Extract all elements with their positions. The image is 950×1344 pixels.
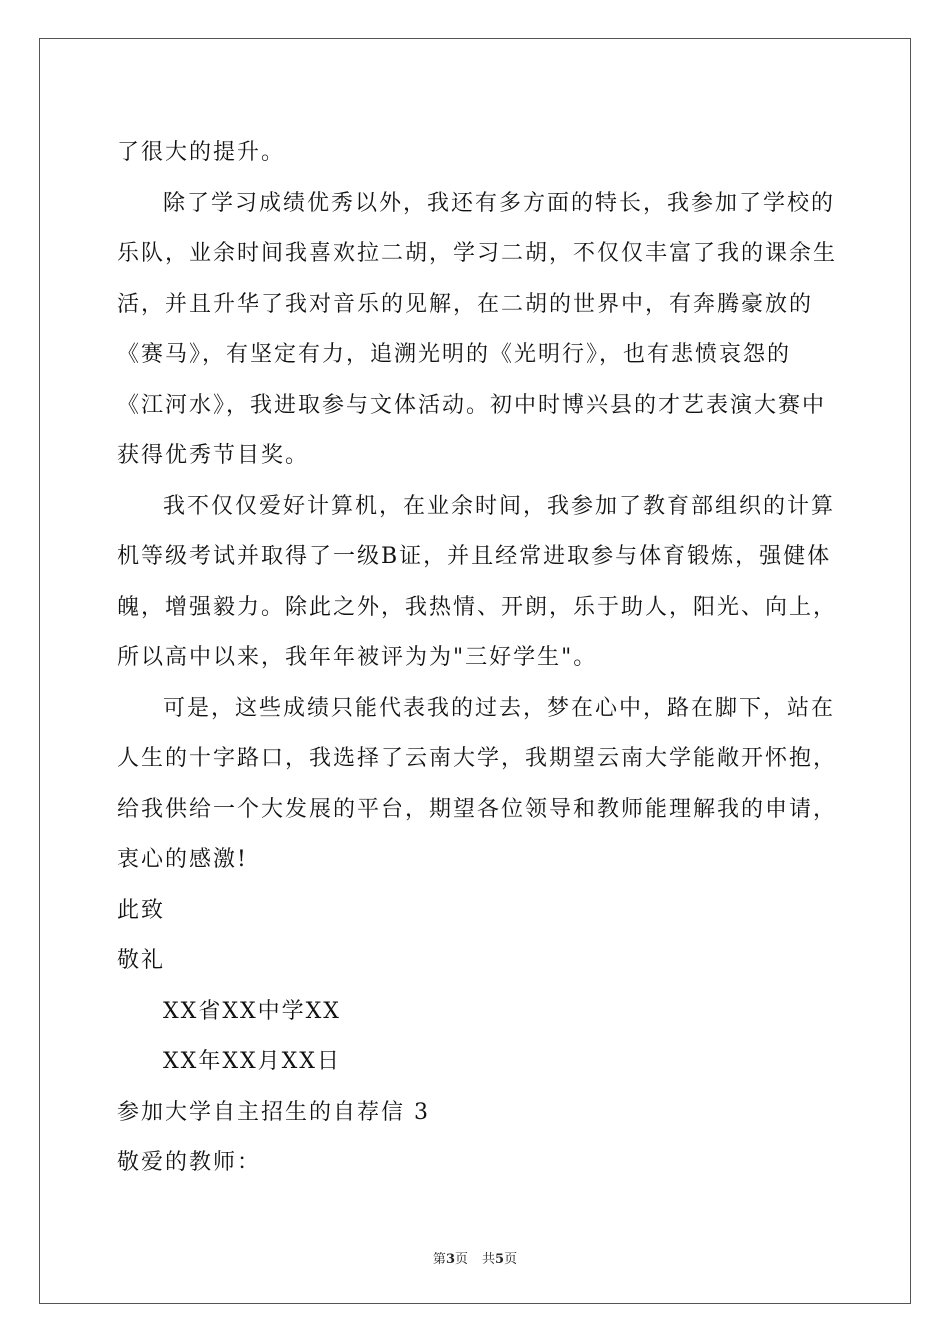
- text-line: 《江河水》，我进取参与文体活动。初中时博兴县的才艺表演大赛中: [117, 392, 827, 418]
- footer-total-prefix: 共: [482, 1252, 496, 1267]
- salutation-line: 此致: [117, 897, 166, 923]
- signature-school: XX省XX中学XX: [163, 998, 341, 1024]
- greeting-line: 敬爱的教师：: [117, 1150, 262, 1175]
- signature-date: XX年XX月XX日: [163, 1049, 341, 1074]
- page-footer: [0, 1248, 950, 1267]
- footer-prefix: 第: [432, 1252, 446, 1267]
- text-line: 衷心的感激!: [117, 847, 248, 872]
- text-line: 活，并且升华了我对音乐的见解，在二胡的世界中，有奔腾豪放的: [117, 291, 814, 317]
- paragraph-start-line: 可是，这些成绩只能代表我的过去，梦在心中，路在脚下，站在: [163, 695, 836, 721]
- text-line: 所以高中以来，我年年被评为为"三好学生"。: [117, 645, 598, 670]
- footer-total-unit: 页: [504, 1252, 518, 1267]
- text-line: 获得优秀节目奖。: [117, 443, 310, 468]
- letter-body: [117, 128, 838, 1189]
- text-line: 了很大的提升。: [117, 140, 286, 165]
- text-line: 机等级考试并取得了一级B证，并且经常进取参与体育锻炼，强健体: [117, 544, 832, 569]
- current-page-number: 3: [445, 1252, 455, 1267]
- text-line: 给我供给一个大发展的平台，期望各位领导和教师能理解我的申请，: [117, 796, 838, 822]
- text-line: 乐队，业余时间我喜欢拉二胡，学习二胡，不仅仅丰富了我的课余生: [117, 241, 838, 266]
- footer-page-unit: 页: [454, 1252, 468, 1267]
- paragraph-start-line: 除了学习成绩优秀以外，我还有多方面的特长，我参加了学校的: [163, 190, 836, 216]
- text-line: 人生的十字路口，我选择了云南大学，我期望云南大学能敞开怀抱，: [117, 746, 838, 771]
- salutation-line: 敬礼: [117, 948, 166, 973]
- paragraph-start-line: 我不仅仅爱好计算机，在业余时间，我参加了教育部组织的计算: [163, 493, 836, 519]
- letter-title: 参加大学自主招生的自荐信 3: [117, 1099, 430, 1125]
- text-line: 《赛马》，有坚定有力，追溯光明的《光明行》，也有悲愤哀怨的: [117, 342, 792, 367]
- text-line: 魄，增强毅力。除此之外，我热情、开朗，乐于助人，阳光、向上，: [117, 594, 838, 620]
- total-page-number: 5: [495, 1252, 505, 1267]
